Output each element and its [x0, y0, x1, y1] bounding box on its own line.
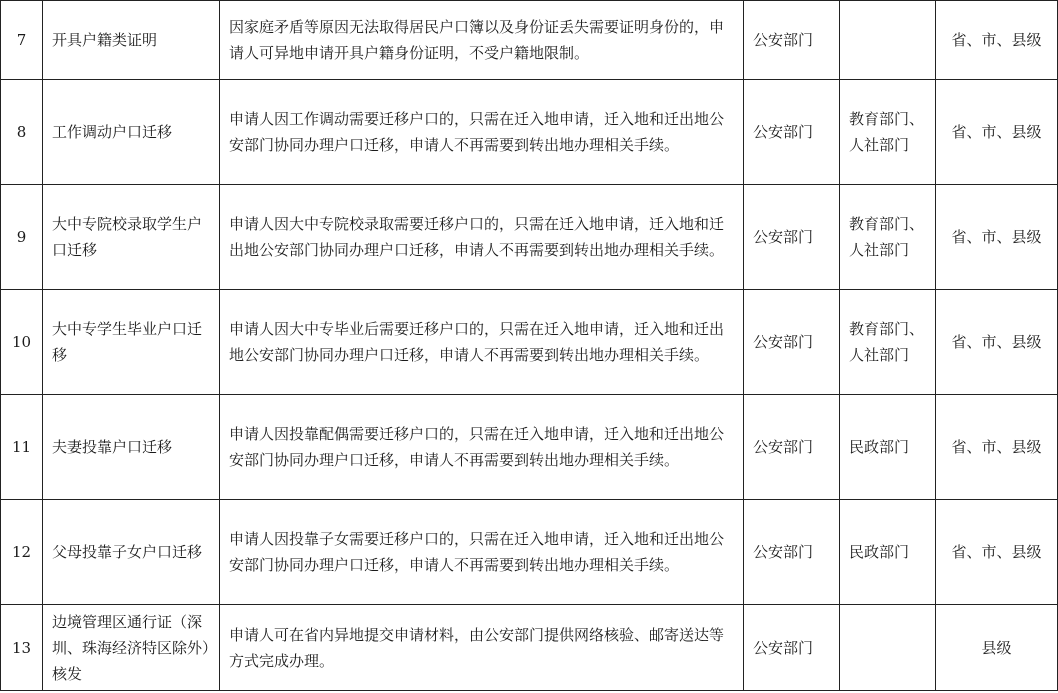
item-name: 父母投靠子女户口迁移 [43, 500, 220, 605]
cooperating-departments: 民政部门 [840, 395, 936, 500]
row-number: 13 [1, 605, 43, 691]
row-number: 11 [1, 395, 43, 500]
item-description: 申请人因工作调动需要迁移户口的，只需在迁入地申请，迁入地和迁出地公安部门协同办理户口迁移，申请人不再需要到转出地办理相关手续。 [220, 80, 744, 185]
item-description: 申请人因投靠子女需要迁移户口的，只需在迁入地申请，迁入地和迁出地公安部门协同办理户口迁移，申请人不再需要到转出地办理相关手续。 [220, 500, 744, 605]
cooperating-departments: 教育部门、人社部门 [840, 185, 936, 290]
item-description: 因家庭矛盾等原因无法取得居民户口簿以及身份证丢失需要证明身份的，申请人可异地申请开具户籍身份证明，不受户籍地限制。 [220, 1, 744, 80]
table-row [1, 605, 1058, 691]
cooperating-departments [840, 605, 936, 691]
row-number: 9 [1, 185, 43, 290]
lead-department: 公安部门 [744, 395, 840, 500]
admin-level: 县级 [936, 605, 1058, 691]
table-row [1, 185, 1058, 290]
row-number: 7 [1, 1, 43, 80]
table-row [1, 395, 1058, 500]
table-row [1, 80, 1058, 185]
item-name: 工作调动户口迁移 [43, 80, 220, 185]
table-row [1, 1, 1058, 80]
lead-department: 公安部门 [744, 1, 840, 80]
cooperating-departments: 民政部门 [840, 500, 936, 605]
item-description: 申请人因大中专毕业后需要迁移户口的，只需在迁入地申请，迁入地和迁出地公安部门协同办理户口迁移，申请人不再需要到转出地办理相关手续。 [220, 290, 744, 395]
cooperating-departments: 教育部门、人社部门 [840, 80, 936, 185]
item-name: 大中专学生毕业户口迁移 [43, 290, 220, 395]
lead-department: 公安部门 [744, 605, 840, 691]
item-description: 申请人可在省内异地提交申请材料，由公安部门提供网络核验、邮寄送达等方式完成办理。 [220, 605, 744, 691]
admin-level: 省、市、县级 [936, 80, 1058, 185]
item-name: 开具户籍类证明 [43, 1, 220, 80]
admin-level: 省、市、县级 [936, 1, 1058, 80]
lead-department: 公安部门 [744, 80, 840, 185]
cooperating-departments [840, 1, 936, 80]
admin-level: 省、市、县级 [936, 395, 1058, 500]
item-description: 申请人因大中专院校录取需要迁移户口的，只需在迁入地申请，迁入地和迁出地公安部门协同办理户口迁移，申请人不再需要到转出地办理相关手续。 [220, 185, 744, 290]
admin-level: 省、市、县级 [936, 185, 1058, 290]
cooperating-departments: 教育部门、人社部门 [840, 290, 936, 395]
item-description: 申请人因投靠配偶需要迁移户口的，只需在迁入地申请，迁入地和迁出地公安部门协同办理户口迁移，申请人不再需要到转出地办理相关手续。 [220, 395, 744, 500]
table-row [1, 500, 1058, 605]
row-number: 12 [1, 500, 43, 605]
table-row [1, 290, 1058, 395]
item-name: 大中专院校录取学生户口迁移 [43, 185, 220, 290]
item-name: 边境管理区通行证（深圳、珠海经济特区除外）核发 [43, 605, 220, 691]
lead-department: 公安部门 [744, 185, 840, 290]
lead-department: 公安部门 [744, 500, 840, 605]
admin-level: 省、市、县级 [936, 500, 1058, 605]
lead-department: 公安部门 [744, 290, 840, 395]
admin-level: 省、市、县级 [936, 290, 1058, 395]
row-number: 10 [1, 290, 43, 395]
item-name: 夫妻投靠户口迁移 [43, 395, 220, 500]
row-number: 8 [1, 80, 43, 185]
